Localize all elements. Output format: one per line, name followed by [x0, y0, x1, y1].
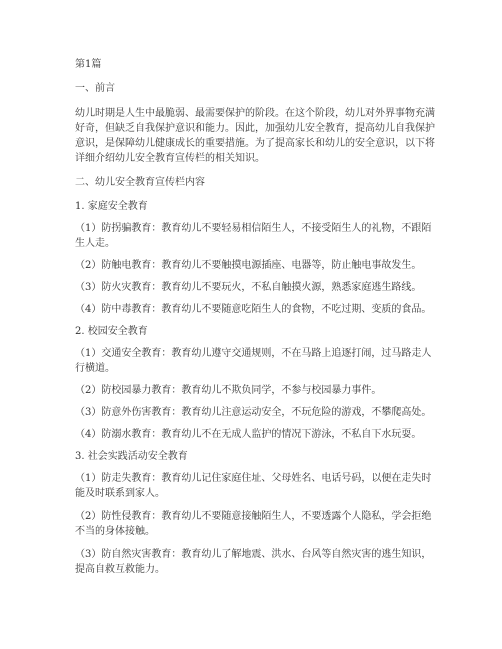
paragraph-natural-disaster: （3）防自然灾害教育：教育幼儿了解地震、洪水、台风等自然灾害的逃生知识，提高自救互救能力。 — [75, 549, 432, 575]
paragraph-poison-prevention: （4）防中毒教育：教育幼儿不要随意吃陌生人的食物，不吃过期、变质的食品。 — [75, 304, 432, 315]
paragraph-fire-prevention: （3）防火灾教育：教育幼儿不要玩火，不私自触摸火源，熟悉家庭逃生路线。 — [75, 282, 422, 293]
paragraph-anti-sexual-abuse: （2）防性侵教育：教育幼儿不要随意接触陌生人，不要透露个人隐私，学会拒绝不当的身体接触。 — [75, 511, 432, 537]
paragraph-traffic-safety: （1）交通安全教育：教育幼儿遵守交通规则，不在马路上追逐打闹，过马路走人行横道。 — [75, 348, 432, 374]
subheading-family-safety: 1. 家庭安全教育 — [75, 201, 148, 212]
paragraph-anti-abduction: （1）防拐骗教育：教育幼儿不要轻易相信陌生人，不接受陌生人的礼物，不跟陌生人走。 — [75, 223, 432, 249]
intro-paragraph: 幼儿时期是人生中最脆弱、最需要保护的阶段。在这个阶段，幼儿对外界事物充满好奇，但缺乏自我保护意识和能力。因此，加强幼儿安全教育，提高幼儿自我保护意识，是保障幼儿健康成长的重要措施。为了提高家长和幼儿的安全意识，以下将详细介绍幼儿安全教育宣传栏的相关知识。 — [75, 108, 435, 164]
section-heading-content: 二、幼儿安全教育宣传栏内容 — [75, 177, 205, 188]
paragraph-anti-lost: （1）防走失教育：教育幼儿记住家庭住址、父母姓名、电话号码，以便在走失时能及时联系到家人。 — [75, 473, 432, 499]
subheading-campus-safety: 2. 校园安全教育 — [75, 326, 148, 337]
paragraph-drowning-prevention: （4）防溺水教育：教育幼儿不在无成人监护的情况下游泳，不私自下水玩耍。 — [75, 429, 422, 440]
section-heading-preface: 一、前言 — [75, 83, 115, 94]
paragraph-anti-electrocution: （2）防触电教育：教育幼儿不要触摸电源插座、电器等，防止触电事故发生。 — [75, 260, 422, 271]
paragraph-anti-bullying: （2）防校园暴力教育：教育幼儿不欺负同学，不参与校园暴力事件。 — [75, 385, 382, 396]
subheading-social-practice-safety: 3. 社会实践活动安全教育 — [75, 451, 188, 462]
document-title: 第1篇 — [75, 59, 102, 70]
document-body — [75, 58, 435, 577]
paragraph-injury-prevention: （3）防意外伤害教育：教育幼儿注意运动安全，不玩危险的游戏，不攀爬高处。 — [75, 407, 432, 418]
